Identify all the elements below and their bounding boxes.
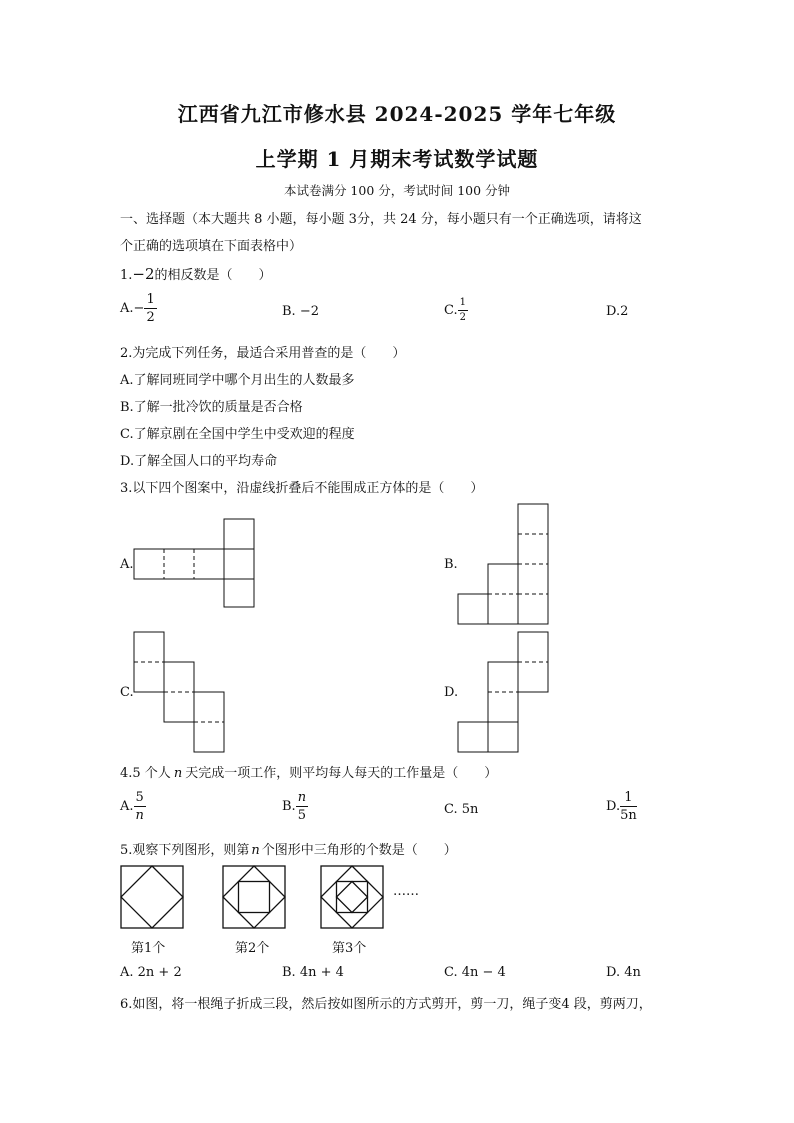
- q4-a-fraction: [134, 791, 146, 822]
- q4-a-numerator: 5: [135, 790, 144, 805]
- q4-b-denominator: 5: [297, 808, 307, 823]
- q5-variable: n: [251, 843, 260, 858]
- q1-prefix: 1.: [120, 268, 133, 283]
- q5-ellipsis: ……: [393, 884, 419, 899]
- question-4-stem: [120, 762, 497, 781]
- q3-option-a-label: A.: [120, 557, 134, 572]
- q1-option-c: [444, 298, 468, 323]
- q5-option-a: A. 2n + 2: [120, 965, 182, 980]
- q4-d-label: D.: [606, 799, 621, 814]
- q4-option-b: [282, 791, 308, 822]
- question-5-stem: [120, 839, 457, 858]
- q3-net-b: [455, 500, 555, 628]
- question-1-stem: [120, 264, 272, 283]
- q4-stem-post: 天完成一项工作，则平均每人每天的工作量是（ ）: [185, 766, 498, 781]
- q1-c-numerator: 1: [458, 298, 468, 311]
- q3-net-c: [130, 628, 230, 756]
- q5-caption-3: 第3个: [332, 941, 367, 956]
- q5-option-c: C. 4n − 4: [444, 965, 506, 980]
- q1-option-a: [120, 293, 157, 324]
- q5-figure-2: [221, 864, 287, 930]
- question-3-stem: 3.以下四个图案中，沿虚线折叠后不能围成正方体的是（ ）: [120, 481, 484, 496]
- question-2-stem: 2.为完成下列任务，最适合采用普查的是（ ）: [120, 346, 406, 361]
- q1-a-numerator: 1: [146, 292, 155, 307]
- q4-option-c: C. 5n: [444, 802, 479, 817]
- q3-option-c-label: C.: [120, 685, 134, 700]
- q5-stem-pre: 5.观察下列图形，则第: [120, 843, 250, 858]
- q4-b-numerator: n: [297, 790, 307, 805]
- q4-a-denominator: n: [135, 808, 144, 823]
- page-title-line1: 江西省九江市修水县 2024-2025 学年七年级: [177, 102, 617, 126]
- exam-note: 本试卷满分 100 分，考试时间 100 分钟: [283, 183, 511, 198]
- q1-c-denominator: 2: [459, 312, 466, 323]
- q4-stem-pre: 4.5 个人: [120, 766, 171, 781]
- q4-variable: n: [173, 766, 183, 781]
- q2-option-c: C.了解京剧在全国中学生中受欢迎的程度: [120, 427, 355, 442]
- q1-c-fraction: [458, 298, 468, 323]
- section-heading-line2: 个正确的选项填在下面表格中）: [120, 239, 303, 254]
- q5-figure-3: [319, 864, 385, 930]
- q2-option-a: A.了解同班同学中哪个月出生的人数最多: [120, 373, 355, 388]
- q2-option-d: D.了解全国人口的平均寿命: [120, 454, 278, 469]
- q1-stem-text: 的相反数是（ ）: [154, 268, 272, 283]
- q4-b-fraction: [296, 791, 308, 822]
- q4-d-denominator: 5n: [620, 808, 637, 823]
- section-heading-line1: 一、选择题（本大题共 8 小题，每小题 3分，共 24 分，每小题只有一个正确选项，请将这: [120, 212, 642, 227]
- q5-caption-1: 第1个: [131, 941, 166, 956]
- page-title-line2: 上学期 1 月期末考试数学试题: [255, 147, 539, 171]
- q4-d-fraction: [620, 791, 637, 822]
- q3-option-d-label: D.: [444, 685, 459, 700]
- q1-value: −2: [132, 265, 155, 283]
- q3-option-b-label: B.: [444, 557, 458, 572]
- q5-figure-1: [119, 864, 185, 930]
- q1-a-denominator: 2: [146, 310, 155, 325]
- q1-a-label: A.: [120, 301, 134, 316]
- q5-option-d: D. 4n: [606, 965, 641, 980]
- q4-option-d: [606, 791, 637, 822]
- q3-net-d: [455, 628, 555, 756]
- q4-b-label: B.: [282, 799, 296, 814]
- question-6-stem: 6.如图，将一根绳子折成三段，然后按如图所示的方式剪开，剪一刀，绳子变4 段，剪两刀，: [120, 997, 652, 1012]
- q3-net-a: [130, 515, 260, 611]
- q1-option-b: B. −2: [282, 304, 319, 319]
- q1-option-d: D.2: [606, 304, 629, 319]
- q4-option-a: [120, 791, 146, 822]
- q4-a-label: A.: [120, 799, 134, 814]
- q2-option-b: B.了解一批冷饮的质量是否合格: [120, 400, 303, 415]
- q1-c-label: C.: [444, 303, 458, 318]
- q4-d-numerator: 1: [620, 791, 637, 807]
- q5-option-b: B. 4n + 4: [282, 965, 344, 980]
- q5-stem-post: 个图形中三角形的个数是（ ）: [261, 843, 457, 858]
- q1-a-sign: −: [133, 301, 145, 316]
- q5-caption-2: 第2个: [235, 941, 270, 956]
- q1-a-fraction: [144, 293, 156, 324]
